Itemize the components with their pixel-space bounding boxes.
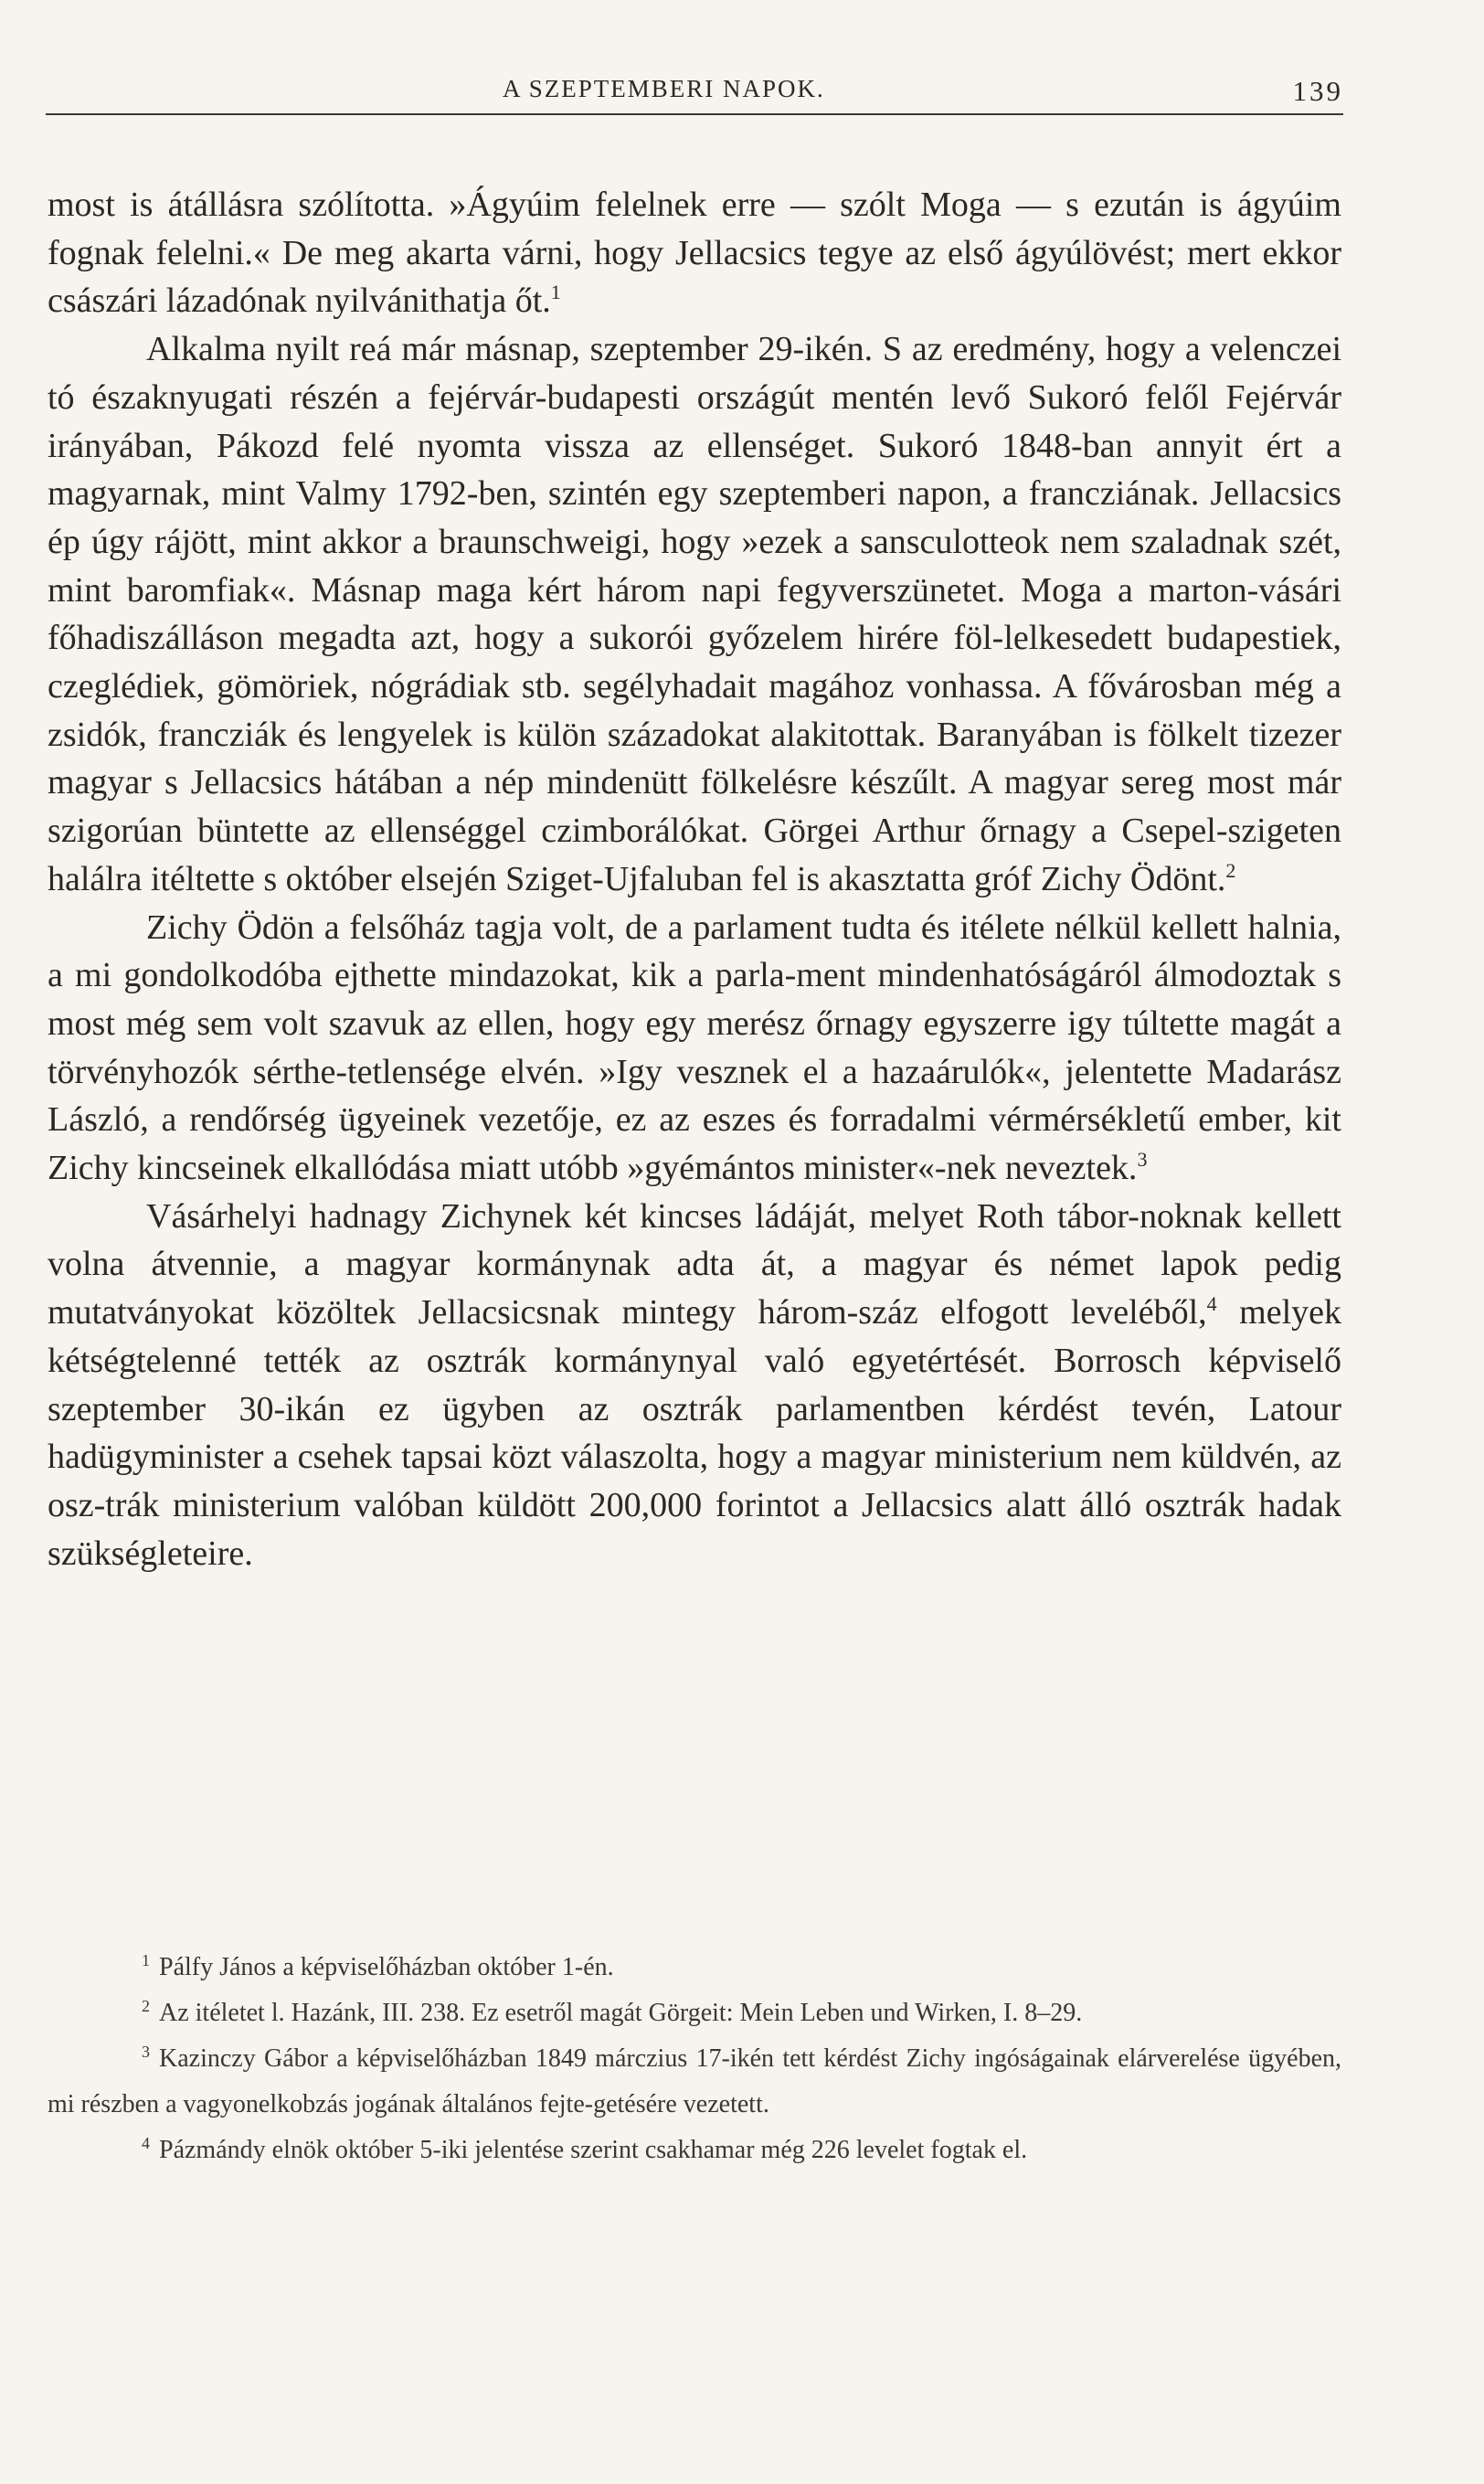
- footnote-text: Kazinczy Gábor a képviselőházban 1849 márczius 17-ikén tett kérdést Zichy ingóságainak elárverelése ügyében, mi részben a vagyonelkobzás jogának általános fejte-getésére vezetett.: [48, 2044, 1341, 2118]
- running-title: A SZEPTEMBERI NAPOK.: [503, 75, 825, 102]
- paragraph-text: most is átállásra szólította. »Ágyúim felelnek erre — szólt Moga — s ezután is ágyúim fognak felelni.« De meg akarta várni, hogy Jellacsics tegye az első ágyúlövést; mert ekkor császári lázadónak nyilvánithatja őt.: [48, 186, 1341, 321]
- footnotes: [48, 1945, 1341, 2173]
- paragraph: [48, 181, 1341, 325]
- footnote: [48, 1990, 1341, 2036]
- footnote-mark: 3: [142, 2043, 150, 2061]
- main-text: [48, 181, 1341, 1577]
- footnote-ref: 1: [550, 281, 561, 304]
- footnote-mark: 1: [142, 1951, 150, 1969]
- page-number: 139: [1292, 75, 1343, 107]
- header-rule: [46, 113, 1343, 115]
- footnote: [48, 2128, 1341, 2173]
- footnote-text: Pázmándy elnök október 5-iki jelentése szerint csakhamar még 226 levelet fogtak el.: [159, 2136, 1028, 2164]
- footnote-ref: 3: [1137, 1148, 1148, 1172]
- paragraph-text: Vásárhelyi hadnagy Zichynek két kincses ládáját, melyet Roth tábor-noknak kellett volna átvennie, a magyar kormánynak adta át, a magyar és német lapok pedig mutatványokat közöltek Jellacsicsnak mintegy három-száz elfogott leveléből,: [48, 1196, 1341, 1332]
- paragraph: [48, 325, 1341, 903]
- paragraph: [48, 904, 1341, 1193]
- footnote-ref: 2: [1225, 858, 1236, 882]
- running-header: [46, 75, 1343, 111]
- paragraph-text: Zichy Ödön a felsőház tagja volt, de a parlament tudta és itélete nélkül kellett halnia, a mi gondolkodóba ejthette mindazokat, kik a parla-ment mindenhatóságáról álmodoztak s most még sem volt szavuk az ellen, hogy egy merész őrnagy egyszerre igy túltette magát a törvényhozók sérthe-tetlensége elvén. »Igy vesznek el a hazaárulók«, jelentette Madarász László, a rendőrség ügyeinek vezetője, ez az eszes és forradalmi vérmérsékletű ember, kit Zichy kincseinek elkallódása miatt utóbb »gyémántos minister«-nek neveztek.: [48, 908, 1341, 1188]
- footnote: [48, 1945, 1341, 1990]
- footnote-text: Pálfy János a képviselőházban október 1-én.: [159, 1953, 614, 1981]
- paragraph: [48, 1193, 1341, 1578]
- footnote-ref: 4: [1206, 1292, 1217, 1316]
- footnote-mark: 2: [142, 1997, 150, 2015]
- footnote-text: Az itéletet l. Hazánk, III. 238. Ez esetről magát Görgeit: Mein Leben und Wirken, I. 8–29.: [159, 1999, 1083, 2027]
- footnote-mark: 4: [142, 2134, 150, 2152]
- paragraph-text: melyek kétségtelenné tették az osztrák kormánynyal való egyetértését. Borrosch képviselő szeptember 30-ikán ez ügyben az osztrák parlamentben kérdést tevén, Latour hadügyminister a csehek tapsai közt válaszolta, hogy a magyar ministerium nem küldvén, az osz-trák ministerium valóban küldött 200,000 forintot a Jellacsics alatt álló osztrák hadak szükségleteire.: [48, 1293, 1341, 1573]
- footnote: [48, 2036, 1341, 2128]
- paragraph-text: Alkalma nyilt reá már másnap, szeptember 29-ikén. S az eredmény, hogy a velenczei tó északnyugati részén a fejérvár-budapesti országút mentén levő Sukoró felől Fejérvár irányában, Pákozd felé nyomta vissza az ellenséget. Sukoró 1848-ban annyit ért a magyarnak, mint Valmy 1792-ben, szintén egy szeptemberi napon, a francziának. Jellacsics ép úgy rájött, mint akkor a braunschweigi, hogy »ezek a sansculotteok nem szaladnak szét, mint baromfiak«. Másnap maga kért három napi fegyverszünetet. Moga a marton-vásári főhadiszálláson megadta azt, hogy a sukorói győzelem hirére föl-lelkesedett budapestiek, czeglédiek, gömöriek, nógrádiak stb. segélyhadait magához vonhassa. A fővárosban még a zsidók, francziák és lengyelek is külön századokat alakitottak. Baranyában is fölkelt tizezer magyar s Jellacsics hátában a nép mindenütt fölkelésre készűlt. A magyar sereg most már szigorúan büntette az ellenséggel czimborálókat. Görgei Arthur őrnagy a Csepel-szigeten halálra itéltette s október elsején Sziget-Ujfaluban fel is akasztatta gróf Zichy Ödönt.: [48, 330, 1341, 898]
